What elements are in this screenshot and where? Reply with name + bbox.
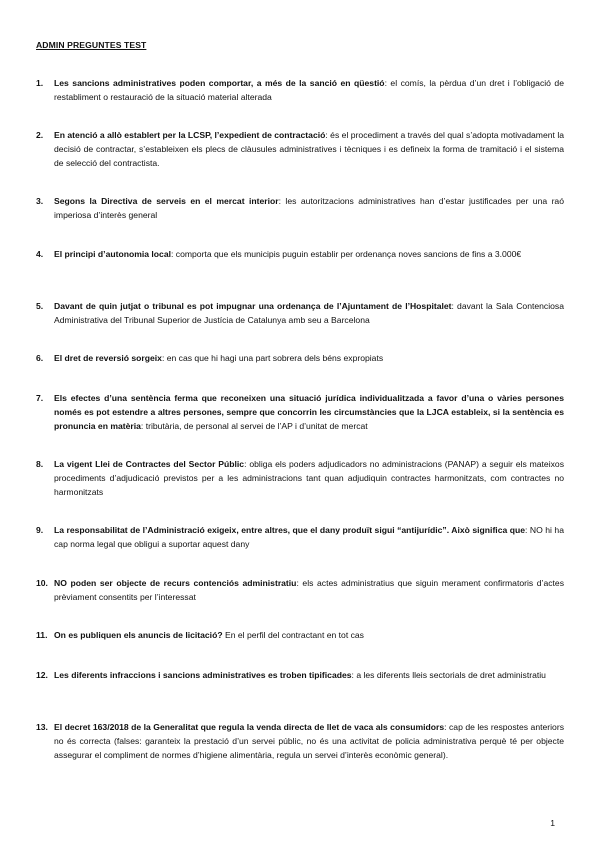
item-answer: : tributària, de personal al servei de l’AP i d’unitat de mercat bbox=[140, 421, 368, 431]
item-question: On es publiquen els anuncis de licitació? bbox=[54, 630, 223, 640]
item-number: 8. bbox=[36, 459, 44, 469]
item-answer: : obliga els poders adjudicadors no administracions (PANAP) a seguir els mateixos procediments d’adjudicació previstos per a les administracions tant quan adjudiquin contractes harmonitzats, com contractes no harmonitzats bbox=[54, 459, 564, 497]
item-question: La vigent Llei de Contractes del Sector Públic bbox=[54, 459, 245, 469]
item-answer: : en cas que hi hagi una part sobrera dels béns expropiats bbox=[161, 353, 384, 363]
list-item-3 bbox=[36, 194, 564, 222]
item-answer: : és el procediment a través del qual s’adopta motivadament la decisió de contractar, s’estableixen els plecs de clàusules administratives i tècniques i es defineix la forma de tramitació i el sistema de selecció del contractista. bbox=[54, 130, 565, 168]
item-number: 10. bbox=[36, 578, 48, 588]
item-question: El decret 163/2018 de la Generalitat que regula la venda directa de llet de vaca als consumidors bbox=[54, 722, 445, 732]
list-item-8 bbox=[36, 457, 564, 499]
item-question: El dret de reversió sorgeix bbox=[54, 353, 162, 363]
item-answer: : comporta que els municipis puguin establir per ordenança noves sancions de fins a 3.000€ bbox=[171, 249, 522, 259]
item-question: En atenció a allò establert per la LCSP, l’expedient de contractació bbox=[54, 130, 326, 140]
item-number: 3. bbox=[36, 196, 44, 206]
item-number: 13. bbox=[36, 722, 48, 732]
list-item-9 bbox=[36, 523, 564, 551]
item-answer: : cap de les respostes anteriors no és correcta (falses: garanteix la prestació d’un servei públic, no és una activitat de policia administrativa perquè té per objecte assegurar el compliment de normes d’higiene alimentària, regula un servei d’interès econòmic general). bbox=[54, 722, 564, 760]
item-number: 2. bbox=[36, 130, 44, 140]
list-item-2 bbox=[36, 128, 564, 170]
list-item-7 bbox=[36, 391, 564, 433]
item-answer: : a les diferents lleis sectorials de dret administratiu bbox=[351, 670, 546, 680]
item-answer: : NO hi ha cap norma legal que obligui a suportar aquest dany bbox=[54, 525, 564, 549]
item-answer: : el comís, la pèrdua d’un dret i l’obligació de restabliment o restauració de la situació material alterada bbox=[54, 78, 564, 102]
list-item-10 bbox=[36, 576, 564, 604]
item-question: NO poden ser objecte de recurs contenciós administratiu bbox=[54, 578, 297, 588]
item-question: Segons la Directiva de serveis en el mercat interior bbox=[54, 196, 279, 206]
item-question: Davant de quin jutjat o tribunal es pot impugnar una ordenança de l’Ajuntament de l’Hospitalet bbox=[54, 301, 452, 311]
item-question: Les diferents infraccions i sancions administratives es troben tipificades bbox=[54, 670, 352, 680]
item-question: Els efectes d’una sentència ferma que reconeixen una situació jurídica individualitzada a favor d’una o vàries persones només es pot estendre a altres persones, sempre que concorrin les circumstàncies que la LJCA estableix, si la sentència es pronuncia en matèria bbox=[54, 393, 564, 431]
item-question: La responsabilitat de l’Administració exigeix, entre altres, que el dany produït sigui “antijurídic”. Això significa que bbox=[54, 525, 526, 535]
list-item-4 bbox=[36, 247, 564, 261]
item-answer: : els actes administratius que siguin merament confirmatoris d’actes prèviament consentits per l’interessat bbox=[54, 578, 565, 602]
item-number: 5. bbox=[36, 301, 44, 311]
item-number: 6. bbox=[36, 353, 44, 363]
list-item-1 bbox=[36, 76, 564, 104]
page-number: 1 bbox=[550, 818, 555, 828]
list-item-6 bbox=[36, 351, 564, 365]
list-item-13 bbox=[36, 720, 564, 762]
item-number: 4. bbox=[36, 249, 44, 259]
item-answer: : les autoritzacions administratives han d’estar justificades per una raó imperiosa d’interès general bbox=[54, 196, 564, 220]
page-title: ADMIN PREGUNTES TEST bbox=[36, 40, 147, 50]
item-question: El principi d’autonomia local bbox=[54, 249, 171, 259]
item-answer: : davant la Sala Contenciosa Administrativa del Tribunal Superior de Justícia de Catalunya amb seu a Barcelona bbox=[54, 301, 564, 325]
item-question: Les sancions administratives poden comportar, a més de la sanció en qüestió bbox=[54, 78, 385, 88]
item-answer: En el perfil del contractant en tot cas bbox=[222, 630, 364, 640]
item-number: 12. bbox=[36, 670, 48, 680]
item-number: 11. bbox=[36, 630, 48, 640]
item-number: 1. bbox=[36, 78, 44, 88]
list-item-11 bbox=[36, 628, 564, 642]
item-number: 9. bbox=[36, 525, 44, 535]
list-item-12 bbox=[36, 668, 564, 682]
item-number: 7. bbox=[36, 393, 44, 403]
list-item-5 bbox=[36, 299, 564, 327]
